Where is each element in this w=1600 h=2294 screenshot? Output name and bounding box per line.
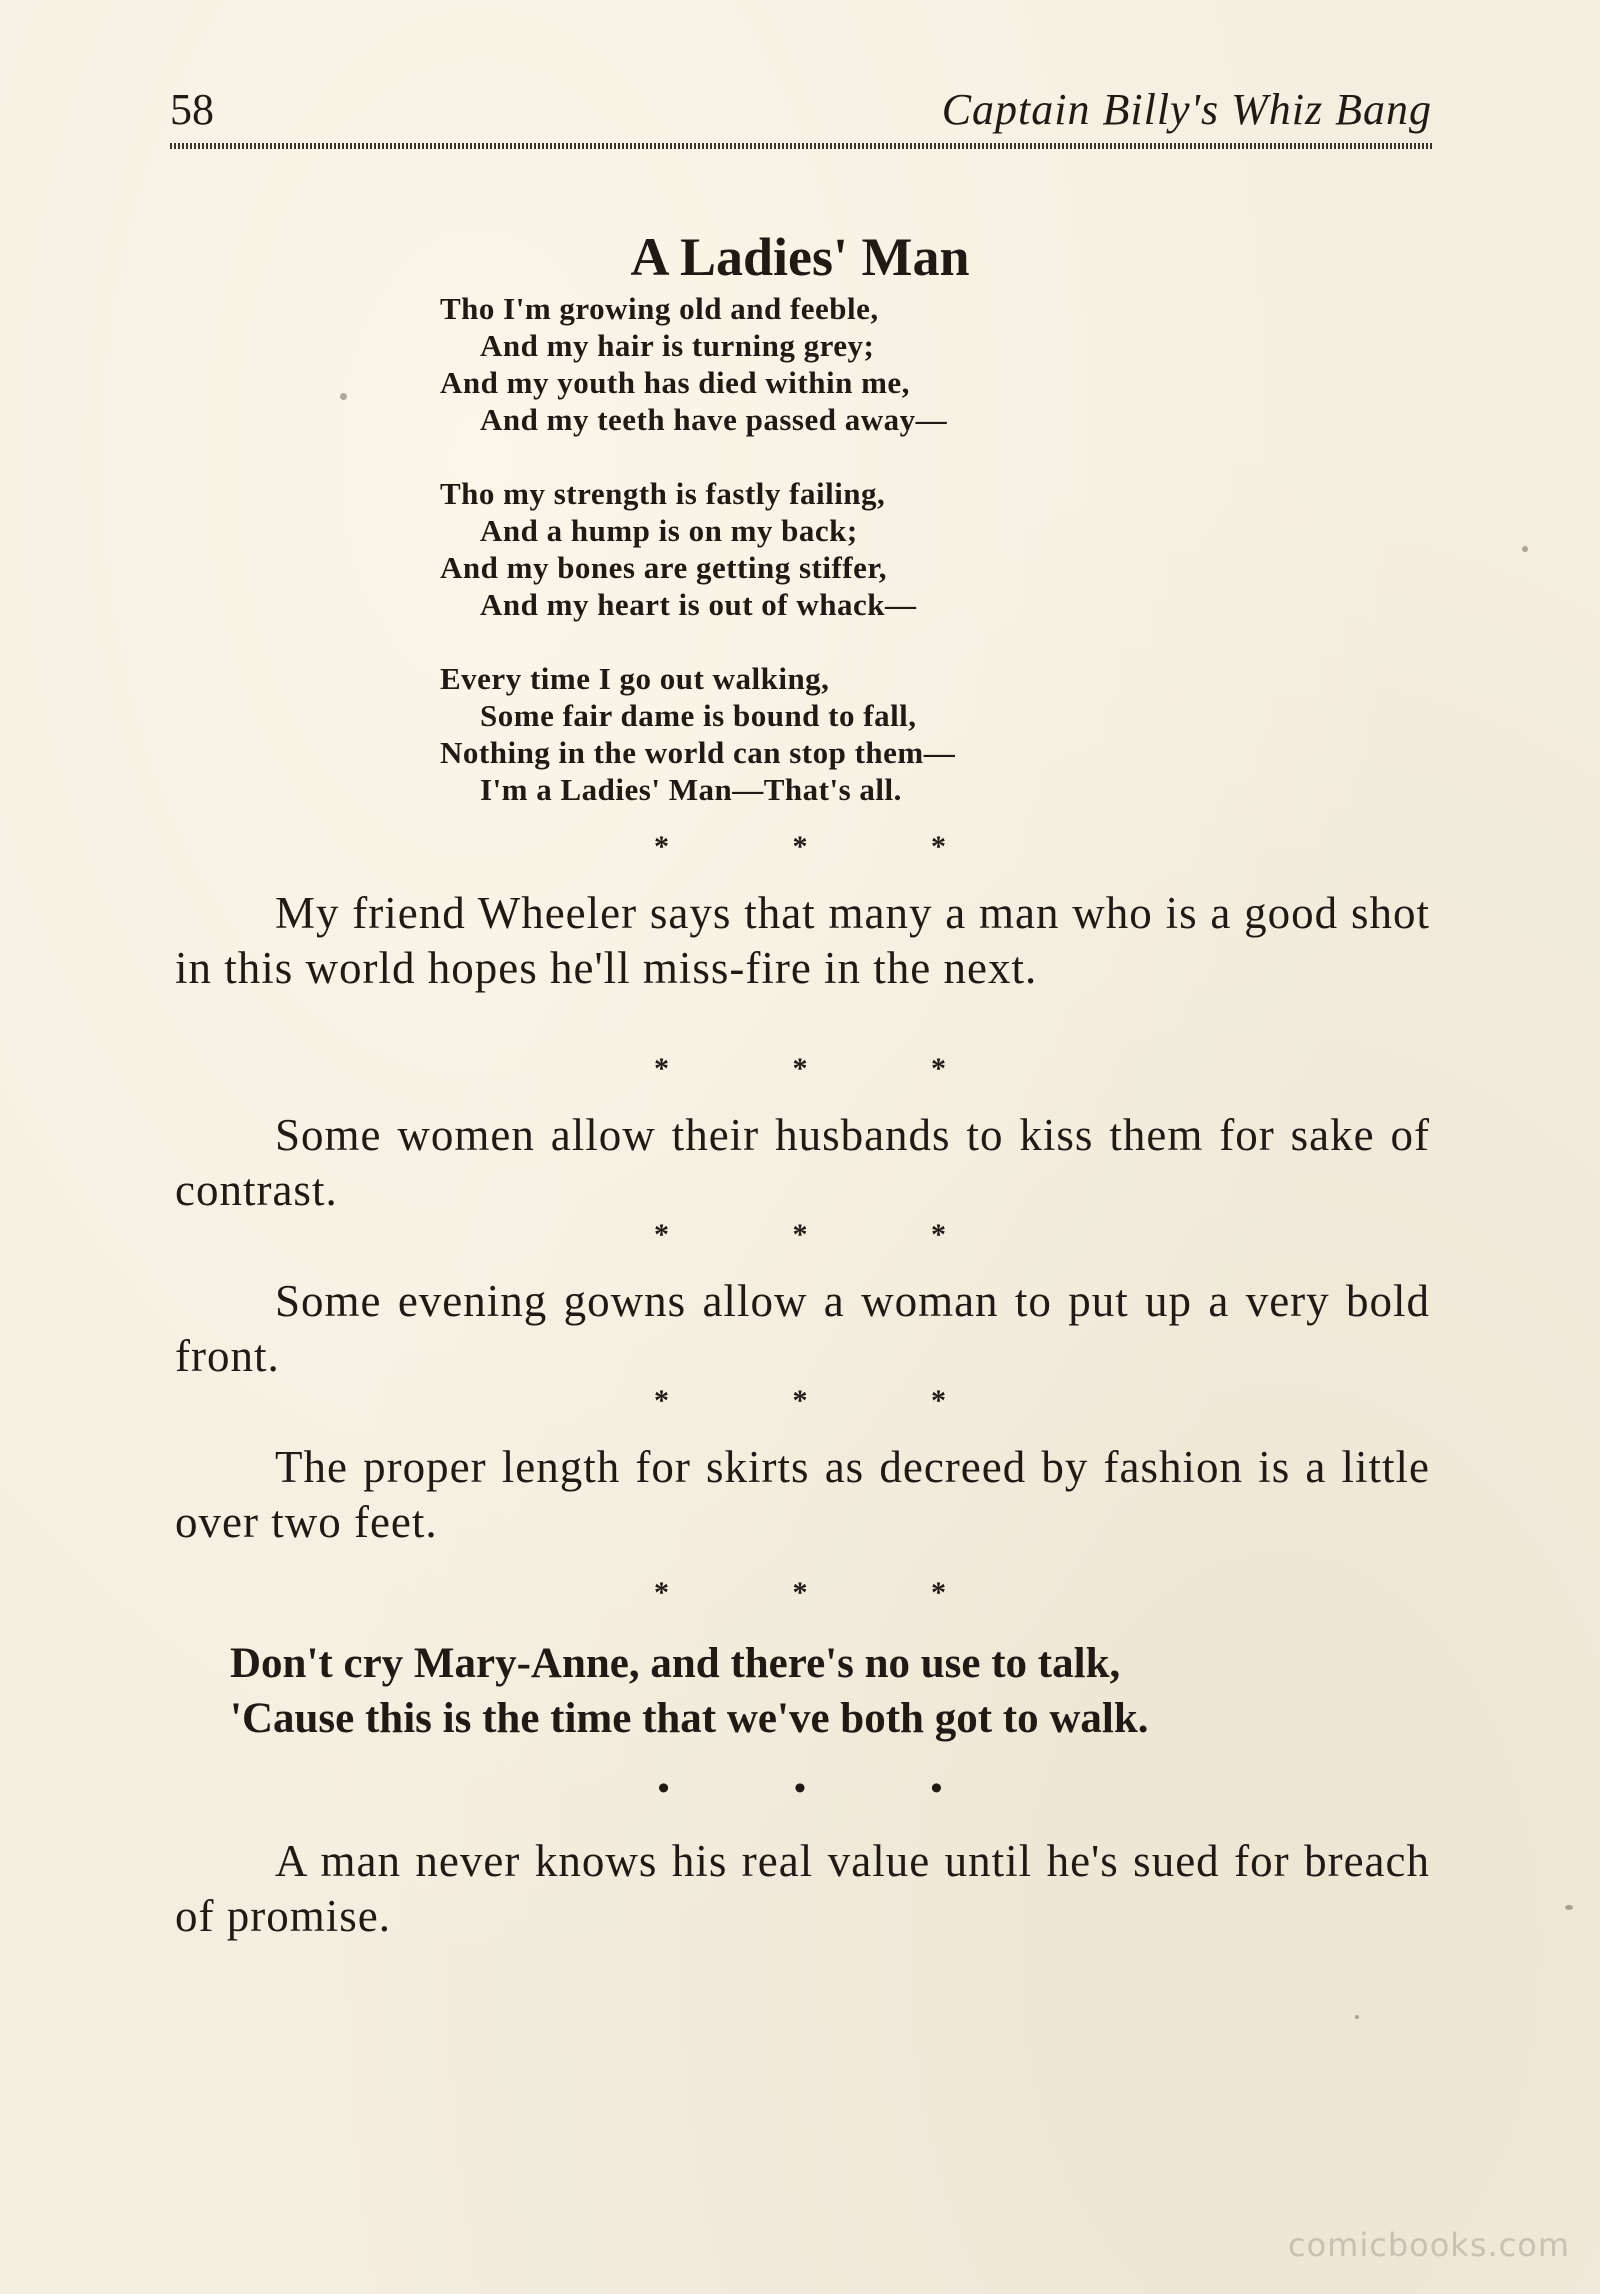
page-number: 58 [170, 85, 214, 134]
section-separator: * * * [654, 1052, 1004, 1085]
poem-line: Nothing in the world can stop them— [440, 735, 956, 770]
poem-line: And my bones are getting stiffer, [440, 550, 888, 585]
poem-stanza-1 [440, 290, 1200, 438]
section-separator: * * * [654, 1576, 1004, 1609]
paper-speck [1565, 1905, 1573, 1910]
poem-line: And my teeth have passed away— [480, 402, 948, 437]
section-separator: * * * [654, 830, 1004, 863]
poem-stanza-3 [440, 660, 1200, 808]
joke-paragraph: Some women allow their husbands to kiss them for sake of contrast. [175, 1110, 1430, 1215]
couplet-line: 'Cause this is the time that we've both got to walk. [230, 1695, 1149, 1742]
poem-title: A Ladies' Man [630, 227, 970, 287]
poem-stanza-2 [440, 475, 1200, 623]
joke-paragraph: My friend Wheeler says that many a man who is a good shot in this world hopes he'll miss-fire in the next. [175, 888, 1430, 993]
poem-line: Tho I'm growing old and feeble, [440, 291, 879, 326]
poem-line: And my hair is turning grey; [480, 328, 875, 363]
paper-speck [1355, 2015, 1359, 2019]
poem-line: And my heart is out of whack— [480, 587, 917, 622]
joke-paragraph: The proper length for skirts as decreed by fashion is a little over two feet. [175, 1442, 1430, 1547]
section-separator: * * * [654, 1218, 1004, 1251]
section-separator: * * * [654, 1384, 1004, 1417]
joke-paragraph: Some evening gowns allow a woman to put up a very bold front. [175, 1276, 1430, 1381]
poem-line: And my youth has died within me, [440, 365, 910, 400]
couplet-line: Don't cry Mary-Anne, and there's no use to talk, [230, 1640, 1121, 1687]
magazine-title: Captain Billy's Whiz Bang [941, 85, 1432, 134]
section-separator: • • • [657, 1770, 1001, 1807]
poem-line: I'm a Ladies' Man—That's all. [480, 772, 902, 807]
page-header [170, 80, 1432, 150]
paper-speck [340, 393, 347, 400]
poem-line: Every time I go out walking, [440, 661, 830, 696]
poem-line: And a hump is on my back; [480, 513, 858, 548]
paper-speck [1522, 546, 1528, 552]
poem-line: Tho my strength is fastly failing, [440, 476, 886, 511]
poem-body [440, 290, 1200, 845]
header-rule [170, 143, 1432, 149]
poem-line: Some fair dame is bound to fall, [480, 698, 917, 733]
bold-couplet [230, 1636, 1430, 1746]
watermark: comicbooks.com [1287, 2226, 1570, 2264]
joke-paragraph: A man never knows his real value until he's sued for breach of promise. [175, 1836, 1430, 1941]
